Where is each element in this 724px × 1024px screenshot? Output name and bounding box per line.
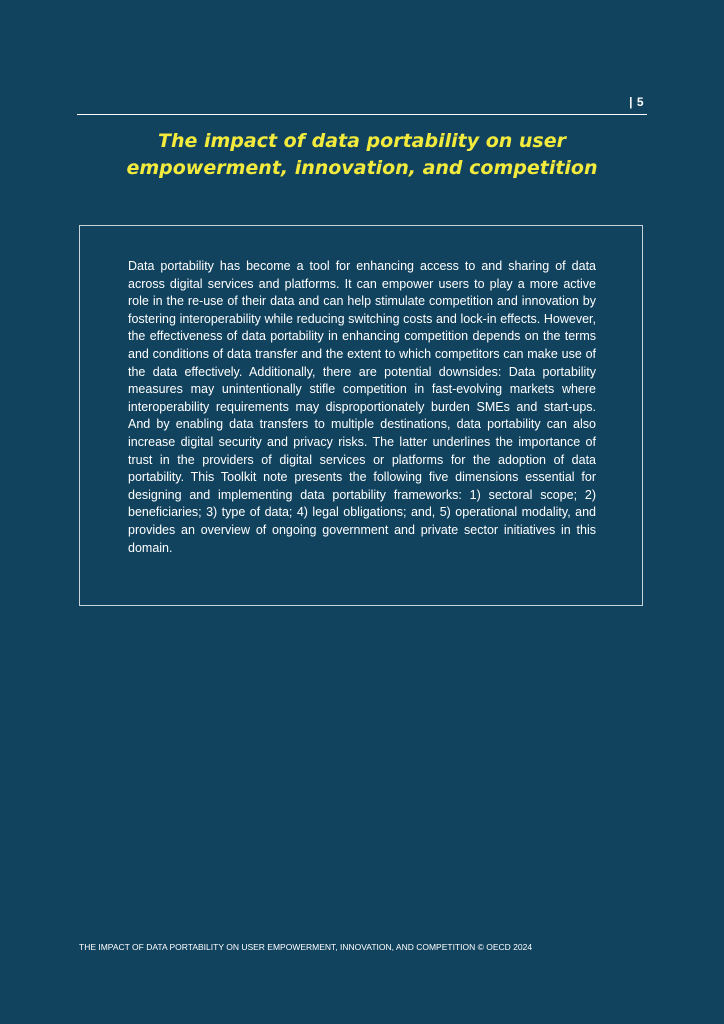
page-number: | 5 [629,95,644,109]
abstract-text: Data portability has become a tool for enhancing access to and sharing of data across digital services and platforms. It can empower users to play a more active role in the re-use of their data and can help stimulate competition and innovation by fostering interoperability while reducing switching costs and lock-in effects. However, the effectiveness of data portability in enhancing competition depends on the terms and conditions of data transfer and the extent to which competitors can make use of the data effectively. Additionally, there are potential downsides: Data portability measures may unintentionally stifle competition in fast-evolving markets where interoperability requirements may disproportionately burden SMEs and start-ups. And by enabling data transfers to multiple destinations, data portability can also increase digital security and privacy risks. The latter underlines the importance of trust in the providers of digital services or platforms for the adoption of data portability. This Toolkit note presents the following five dimensions essential for designing and implementing data portability frameworks: 1) sectoral scope; 2) beneficiaries; 3) type of data; 4) legal obligations; and, 5) operational modality, and provides an overview of ongoing government and private sector initiatives in this domain. [128,259,596,555]
abstract-box [79,225,643,606]
page-title-line-2: empowerment, innovation, and competition [126,157,598,179]
header-divider [77,114,647,115]
page-title [90,128,634,182]
footer-text: THE IMPACT OF DATA PORTABILITY ON USER EMPOWERMENT, INNOVATION, AND COMPETITION © OECD 2024 [79,942,533,952]
page-title-line-1: The impact of data portability on user [158,130,566,152]
